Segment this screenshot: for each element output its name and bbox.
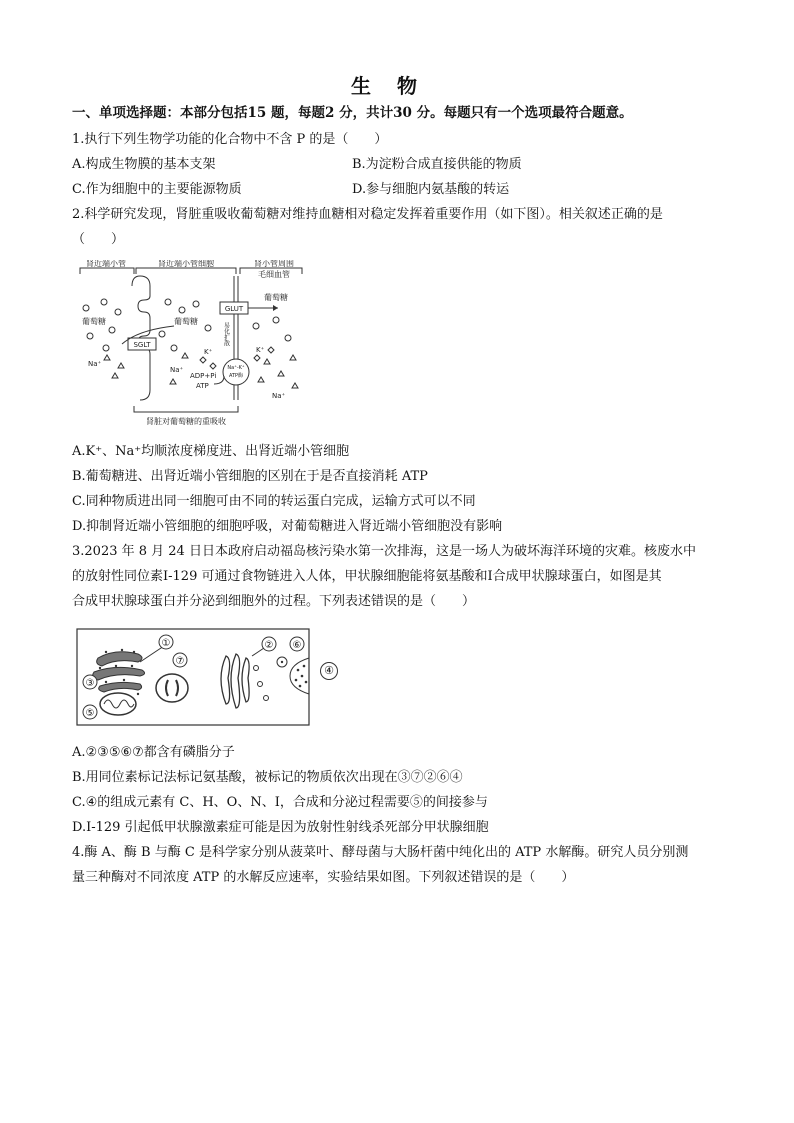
q2-stem-line1: 2.科学研究发现，肾脏重吸收葡萄糖对维持血糖相对稳定发挥着重要作用（如下图）。相关叙述正确的是 xyxy=(72,207,663,222)
q1-option-c: C.作为细胞中的主要能源物质 xyxy=(72,182,242,197)
fig-label-glut: GLUT xyxy=(224,305,244,313)
q1-option-a: A.构成生物膜的基本支架 xyxy=(72,157,216,172)
q2-option-a: A.K⁺、Na⁺均顺浓度梯度进、出肾近端小管细胞 xyxy=(72,444,350,459)
na-k-pump-icon xyxy=(223,359,249,385)
fig-label-adp: ADP+Pi xyxy=(190,372,217,380)
fig-label-k-right: K⁺ xyxy=(256,346,265,354)
q3-stem-line3: 合成甲状腺球蛋白并分泌到细胞外的过程。下列表述错误的是（ ） xyxy=(72,594,476,609)
kidney-glucose-figure xyxy=(78,260,308,430)
transport-vesicle-icon xyxy=(156,674,188,702)
q1-option-b: B.为淀粉合成直接供能的物质 xyxy=(352,157,522,172)
golgi-icon xyxy=(221,654,249,708)
fig-label-glucose-left: 葡萄糖 xyxy=(82,317,106,326)
q4-stem-line2: 量三种酶对不同浓度 ATP 的水解反应速率，实验结果如图。下列叙述错误的是（ ） xyxy=(72,870,575,885)
fig-label-glucose-right: 葡萄糖 xyxy=(264,293,288,302)
q3-option-b: B.用同位素标记法标记氨基酸，被标记的物质依次出现在③⑦②⑥④ xyxy=(72,770,463,785)
q1-stem: 1.执行下列生物学功能的化合物中不含 P 的是（ ） xyxy=(72,132,388,147)
mitochondrion-icon xyxy=(100,693,136,715)
q3-option-c: C.④的组成元素有 C、H、O、N、I，合成和分泌过程需要⑤的间接参与 xyxy=(72,795,488,810)
q2-option-c: C.同种物质进出同一细胞可由不同的转运蛋白完成，运输方式可以不同 xyxy=(72,494,476,509)
fig-label-glucose-mid: 葡萄糖 xyxy=(174,317,198,326)
section-header: 一、单项选择题：本部分包括15 题，每题2 分，共计30 分。每题只有一个选项最符合题意。 xyxy=(72,105,633,121)
label-4: ④ xyxy=(320,662,338,680)
fig-label-diffusion: 易化扩散 xyxy=(222,322,230,346)
q2-stem-line2: （ ） xyxy=(72,232,125,247)
fig-caption: 肾脏对葡萄糖的重吸收 xyxy=(146,417,226,426)
thyroid-cell-figure xyxy=(76,628,310,726)
fig-label-tubule: 肾近端小管 xyxy=(86,260,126,268)
q3-option-d: D.Ⅰ-129 引起低甲状腺激素症可能是因为放射性射线杀死部分甲状腺细胞 xyxy=(72,820,489,835)
fig-label-na-mid: Na⁺ xyxy=(170,366,184,374)
fig-label-na-left: Na⁺ xyxy=(88,360,102,368)
q2-option-b: B.葡萄糖进、出肾近端小管细胞的区别在于是否直接消耗 ATP xyxy=(72,469,428,484)
svg-text:ATP酶: ATP酶 xyxy=(228,373,244,379)
fig-label-capillary-2: 毛细血管 xyxy=(258,270,290,279)
q4-stem-line1: 4.酶 A、酶 B 与酶 C 是科学家分别从菠菜叶、酵母菌与大肠杆菌中纯化出的 ATP 水解酶。研究人员分别测 xyxy=(72,845,689,860)
label-3: ③ xyxy=(85,678,95,689)
q3-stem-line1: 3.2023 年 8 月 24 日日本政府启动福岛核污染水第一次排海，这是一场人为破坏海洋环境的灾难。核废水中 xyxy=(72,544,696,559)
q3-option-a: A.②③⑤⑥⑦都含有磷脂分子 xyxy=(72,745,235,760)
q1-option-d: D.参与细胞内氨基酸的转运 xyxy=(352,182,510,197)
label-7: ⑦ xyxy=(175,656,185,667)
fig-label-atp: ATP xyxy=(196,382,209,390)
label-2: ② xyxy=(264,640,274,651)
label-5: ⑤ xyxy=(85,708,95,719)
label-1: ① xyxy=(161,638,171,649)
fig-label-k-mid: K⁺ xyxy=(204,348,213,356)
svg-text:Na⁺-K⁺: Na⁺-K⁺ xyxy=(227,365,245,371)
page-title: 生物 xyxy=(351,74,443,98)
fig-label-capillary-1: 肾小管周围 xyxy=(254,260,294,268)
glucose-out-arrowhead-icon xyxy=(273,305,278,311)
fig-label-na-right: Na⁺ xyxy=(272,392,286,400)
fig-label-cell: 肾近端小管细胞 xyxy=(158,260,214,268)
q3-stem-line2: 的放射性同位素Ⅰ-129 可通过食物链进入人体，甲状腺细胞能将氨基酸和Ⅰ合成甲状腺球蛋白，如图是其 xyxy=(72,569,662,584)
fig-label-sglt: SGLT xyxy=(133,341,151,349)
q2-option-d: D.抑制肾近端小管细胞的细胞呼吸，对葡萄糖进入肾近端小管细胞没有影响 xyxy=(72,519,503,534)
label-6: ⑥ xyxy=(292,640,302,651)
